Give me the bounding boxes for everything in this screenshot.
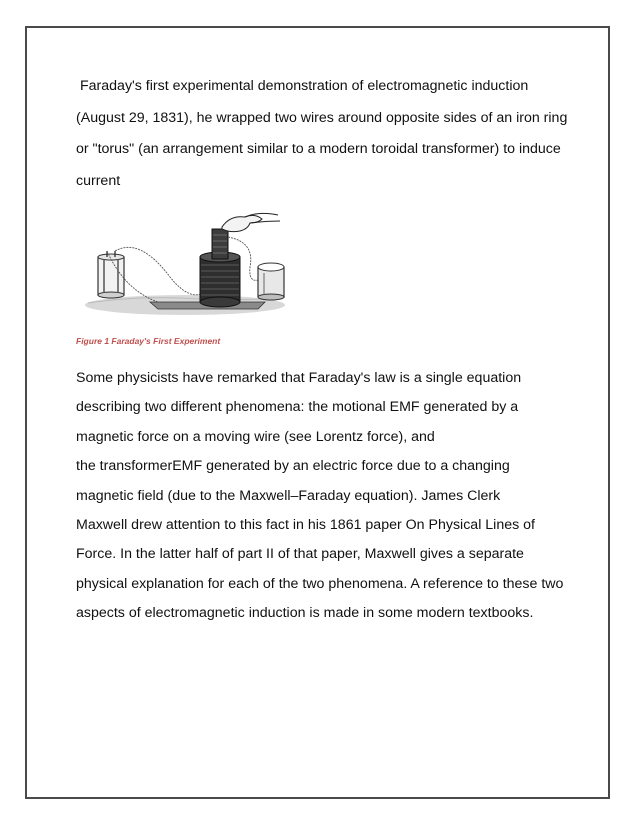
text-line: Maxwell drew attention to this fact in his 1861 paper On Physical Lines of: [76, 517, 535, 534]
faraday-experiment-illustration: [80, 207, 290, 327]
text-line: Some physicists have remarked that Faraday's law is a single equation: [76, 370, 522, 386]
text-line: current: [76, 172, 121, 189]
text-line: (August 29, 1831), he wrapped two wires around opposite sides of an iron ring: [76, 109, 568, 126]
text-line: Faraday's first experimental demonstration of electromagnetic induction: [80, 78, 529, 94]
text-line: or "torus" (an arrangement similar to a modern toroidal transformer) to induce: [76, 141, 561, 157]
text-line: magnetic field (due to the Maxwell–Faraday equation). James Clerk: [76, 487, 501, 504]
text-line: describing two different phenomena: the motional EMF generated by a: [76, 399, 519, 416]
text-line: magnetic force on a moving wire (see Lorentz force), and: [76, 428, 435, 445]
text-line: the transformerEMF generated by an electric force due to a changing: [76, 458, 510, 475]
text-line: Force. In the latter half of part II of that paper, Maxwell gives a separate: [76, 546, 524, 563]
text-line: aspects of electromagnetic induction is made in some modern textbooks.: [76, 605, 534, 622]
body-paragraph: [76, 364, 576, 629]
text-line: physical explanation for each of the two phenomena. A reference to these two: [76, 575, 564, 592]
figure-caption: Figure 1 Faraday's First Experiment: [76, 336, 221, 346]
intro-paragraph: [76, 71, 576, 197]
